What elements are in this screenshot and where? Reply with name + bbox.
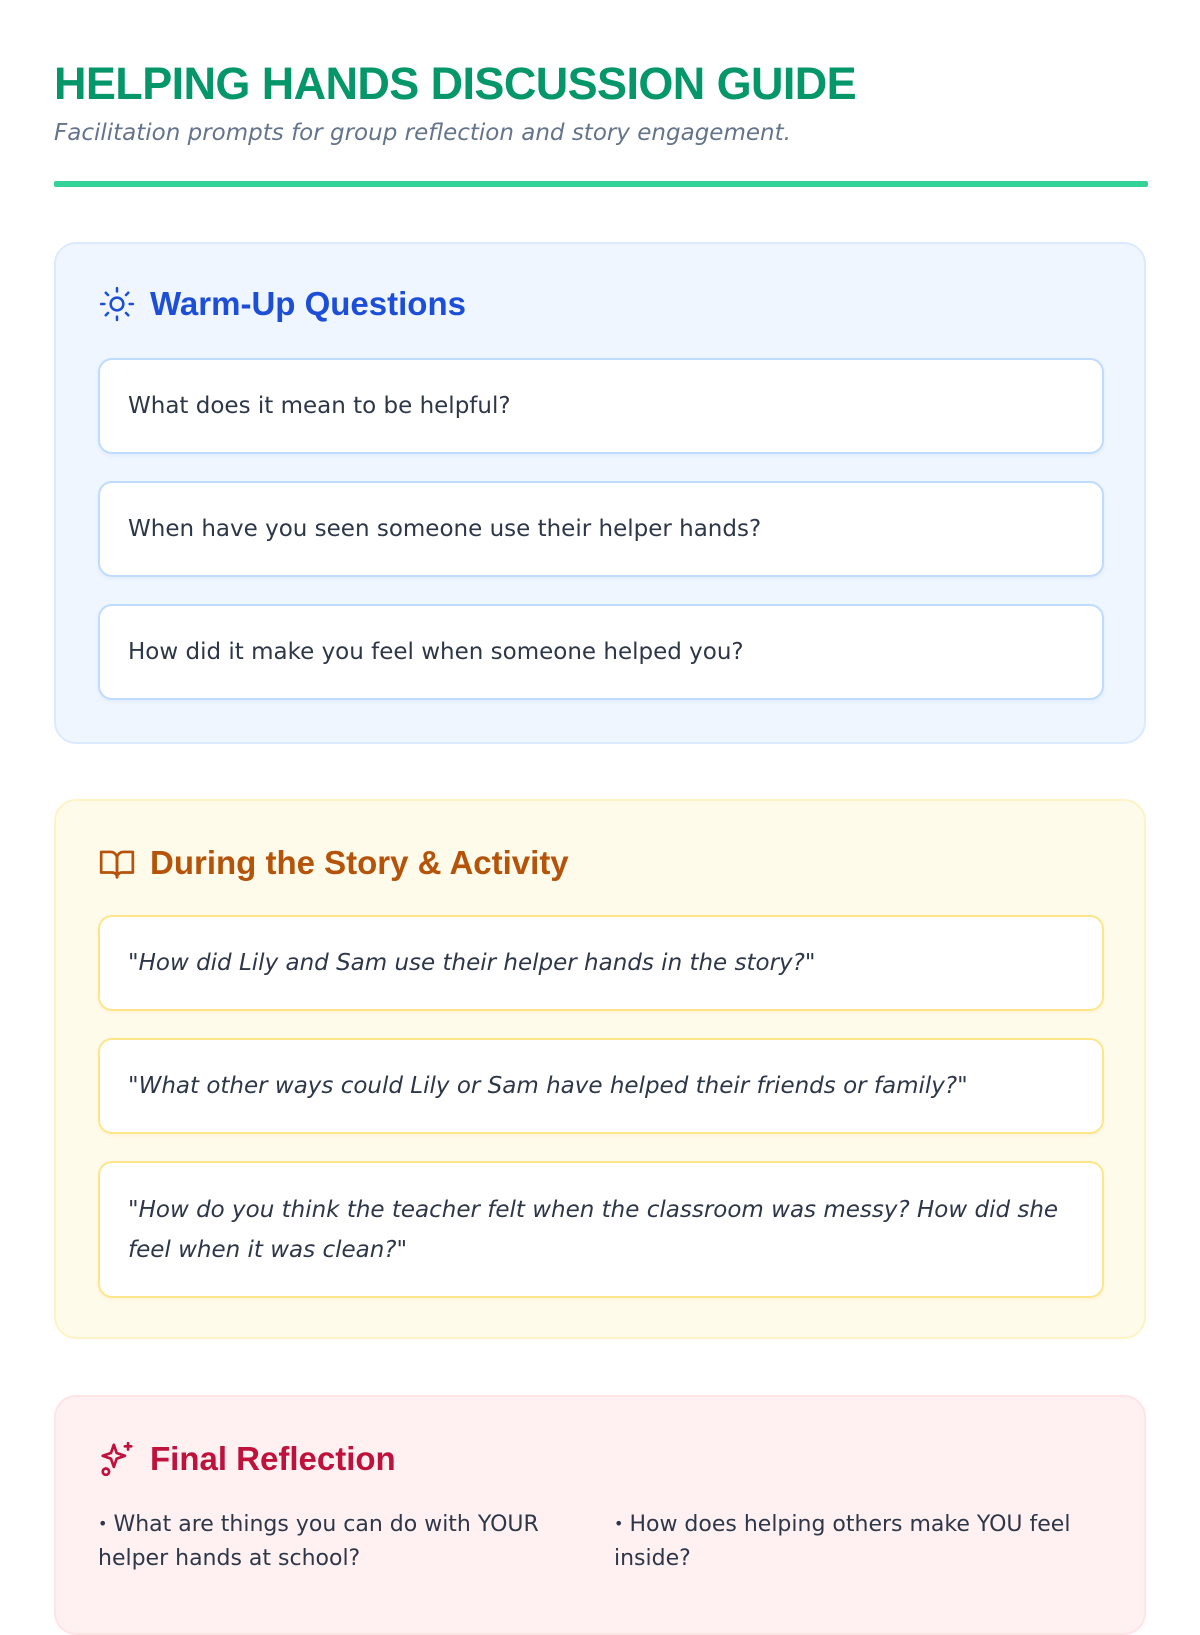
bullet: • bbox=[614, 1514, 624, 1533]
reflection-title: Final Reflection bbox=[150, 1440, 396, 1477]
bullet: • bbox=[98, 1514, 108, 1533]
page-title: HELPING HANDS DISCUSSION GUIDE bbox=[54, 58, 857, 109]
book-open-icon bbox=[98, 844, 136, 882]
warmup-question-1: What does it mean to be helpful? bbox=[98, 358, 1104, 454]
reflection-item-1-text: What are things you can do with YOUR helper hands at school? bbox=[98, 1512, 539, 1571]
reflection-heading bbox=[98, 1439, 396, 1479]
warmup-question-2: When have you seen someone use their helper hands? bbox=[98, 481, 1104, 577]
reflection-item-1 bbox=[98, 1507, 568, 1576]
story-section bbox=[54, 799, 1146, 1339]
header-divider bbox=[54, 181, 1148, 187]
header bbox=[54, 56, 1148, 148]
warmup-heading bbox=[98, 284, 466, 324]
sparkles-icon bbox=[98, 1440, 136, 1478]
warmup-section bbox=[54, 242, 1146, 744]
story-question-2: "What other ways could Lily or Sam have helped their friends or family?" bbox=[98, 1038, 1104, 1134]
story-heading bbox=[98, 843, 569, 883]
sun-icon bbox=[98, 285, 136, 323]
reflection-item-2-text: How does helping others make YOU feel inside? bbox=[614, 1512, 1071, 1571]
story-title: During the Story & Activity bbox=[150, 844, 569, 881]
warmup-title: Warm-Up Questions bbox=[150, 285, 466, 322]
reflection-section bbox=[54, 1395, 1146, 1635]
story-question-1: "How did Lily and Sam use their helper hands in the story?" bbox=[98, 915, 1104, 1011]
page-subtitle: Facilitation prompts for group reflection and story engagement. bbox=[54, 120, 791, 146]
story-question-3: "How do you think the teacher felt when the classroom was messy? How did she feel when it was clean?" bbox=[98, 1161, 1104, 1298]
reflection-item-2 bbox=[614, 1507, 1084, 1576]
warmup-question-3: How did it make you feel when someone helped you? bbox=[98, 604, 1104, 700]
